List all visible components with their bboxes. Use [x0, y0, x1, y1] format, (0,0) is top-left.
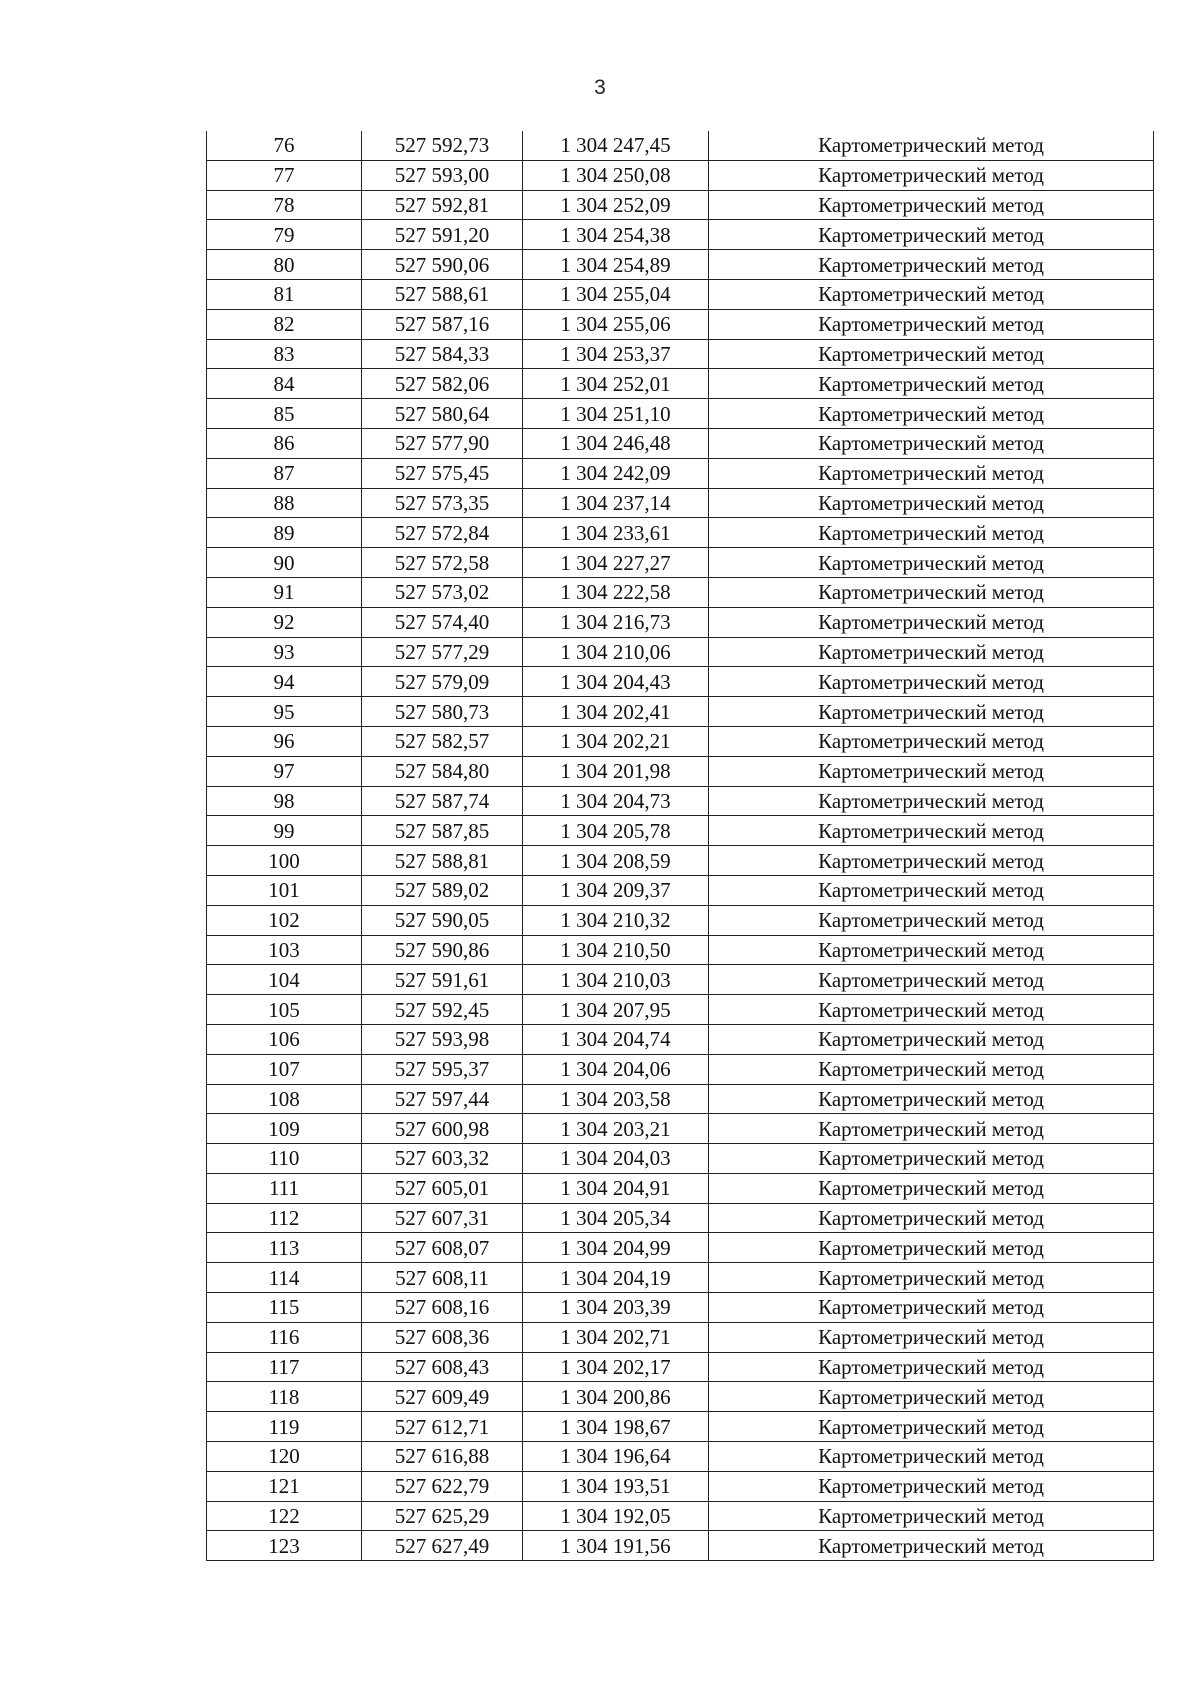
table-row: [207, 220, 1154, 250]
table-row: [207, 1024, 1154, 1054]
method-cell: Картометрический метод: [709, 607, 1154, 637]
x-coordinate-cell: 527 591,61: [362, 965, 523, 995]
y-coordinate-cell: 1 304 202,71: [523, 1322, 709, 1352]
y-coordinate-cell: 1 304 216,73: [523, 607, 709, 637]
table-row: [207, 488, 1154, 518]
point-number-cell: 116: [207, 1322, 362, 1352]
y-coordinate-cell: 1 304 253,37: [523, 339, 709, 369]
x-coordinate-cell: 527 622,79: [362, 1471, 523, 1501]
y-coordinate-cell: 1 304 252,09: [523, 190, 709, 220]
x-coordinate-cell: 527 607,31: [362, 1203, 523, 1233]
method-cell: Картометрический метод: [709, 1293, 1154, 1323]
y-coordinate-cell: 1 304 209,37: [523, 875, 709, 905]
point-number-cell: 117: [207, 1352, 362, 1382]
x-coordinate-cell: 527 608,07: [362, 1233, 523, 1263]
y-coordinate-cell: 1 304 204,99: [523, 1233, 709, 1263]
x-coordinate-cell: 527 580,64: [362, 399, 523, 429]
y-coordinate-cell: 1 304 233,61: [523, 518, 709, 548]
y-coordinate-cell: 1 304 204,43: [523, 667, 709, 697]
y-coordinate-cell: 1 304 204,19: [523, 1263, 709, 1293]
y-coordinate-cell: 1 304 247,45: [523, 131, 709, 160]
point-number-cell: 115: [207, 1293, 362, 1323]
x-coordinate-cell: 527 597,44: [362, 1084, 523, 1114]
y-coordinate-cell: 1 304 202,21: [523, 726, 709, 756]
x-coordinate-cell: 527 627,49: [362, 1531, 523, 1561]
table-row: [207, 1322, 1154, 1352]
y-coordinate-cell: 1 304 205,34: [523, 1203, 709, 1233]
table-row: [207, 131, 1154, 160]
point-number-cell: 82: [207, 309, 362, 339]
method-cell: Картометрический метод: [709, 339, 1154, 369]
table-row: [207, 309, 1154, 339]
y-coordinate-cell: 1 304 208,59: [523, 846, 709, 876]
table-row: [207, 607, 1154, 637]
y-coordinate-cell: 1 304 254,89: [523, 250, 709, 280]
method-cell: Картометрический метод: [709, 577, 1154, 607]
table-row: [207, 548, 1154, 578]
coordinates-table-body: [207, 131, 1154, 1561]
x-coordinate-cell: 527 572,84: [362, 518, 523, 548]
y-coordinate-cell: 1 304 204,91: [523, 1173, 709, 1203]
table-row: [207, 399, 1154, 429]
point-number-cell: 112: [207, 1203, 362, 1233]
method-cell: Картометрический метод: [709, 309, 1154, 339]
y-coordinate-cell: 1 304 200,86: [523, 1382, 709, 1412]
point-number-cell: 121: [207, 1471, 362, 1501]
point-number-cell: 109: [207, 1114, 362, 1144]
table-row: [207, 726, 1154, 756]
x-coordinate-cell: 527 592,81: [362, 190, 523, 220]
x-coordinate-cell: 527 587,85: [362, 816, 523, 846]
point-number-cell: 92: [207, 607, 362, 637]
point-number-cell: 102: [207, 905, 362, 935]
point-number-cell: 118: [207, 1382, 362, 1412]
method-cell: Картометрический метод: [709, 637, 1154, 667]
y-coordinate-cell: 1 304 205,78: [523, 816, 709, 846]
y-coordinate-cell: 1 304 202,41: [523, 697, 709, 727]
method-cell: Картометрический метод: [709, 1024, 1154, 1054]
table-row: [207, 846, 1154, 876]
y-coordinate-cell: 1 304 255,04: [523, 279, 709, 309]
point-number-cell: 80: [207, 250, 362, 280]
y-coordinate-cell: 1 304 255,06: [523, 309, 709, 339]
table-row: [207, 697, 1154, 727]
x-coordinate-cell: 527 573,35: [362, 488, 523, 518]
table-row: [207, 786, 1154, 816]
y-coordinate-cell: 1 304 210,50: [523, 935, 709, 965]
y-coordinate-cell: 1 304 210,03: [523, 965, 709, 995]
method-cell: Картометрический метод: [709, 1203, 1154, 1233]
x-coordinate-cell: 527 600,98: [362, 1114, 523, 1144]
point-number-cell: 87: [207, 458, 362, 488]
point-number-cell: 119: [207, 1412, 362, 1442]
method-cell: Картометрический метод: [709, 846, 1154, 876]
x-coordinate-cell: 527 574,40: [362, 607, 523, 637]
method-cell: Картометрический метод: [709, 1084, 1154, 1114]
method-cell: Картометрический метод: [709, 369, 1154, 399]
point-number-cell: 78: [207, 190, 362, 220]
x-coordinate-cell: 527 608,36: [362, 1322, 523, 1352]
y-coordinate-cell: 1 304 204,03: [523, 1144, 709, 1174]
point-number-cell: 122: [207, 1501, 362, 1531]
table-row: [207, 637, 1154, 667]
x-coordinate-cell: 527 608,16: [362, 1293, 523, 1323]
x-coordinate-cell: 527 584,80: [362, 756, 523, 786]
point-number-cell: 111: [207, 1173, 362, 1203]
table-row: [207, 428, 1154, 458]
y-coordinate-cell: 1 304 254,38: [523, 220, 709, 250]
table-row: [207, 1293, 1154, 1323]
point-number-cell: 113: [207, 1233, 362, 1263]
method-cell: Картометрический метод: [709, 279, 1154, 309]
table-row: [207, 1054, 1154, 1084]
y-coordinate-cell: 1 304 252,01: [523, 369, 709, 399]
x-coordinate-cell: 527 587,74: [362, 786, 523, 816]
y-coordinate-cell: 1 304 227,27: [523, 548, 709, 578]
x-coordinate-cell: 527 580,73: [362, 697, 523, 727]
method-cell: Картометрический метод: [709, 1471, 1154, 1501]
point-number-cell: 96: [207, 726, 362, 756]
table-row: [207, 1501, 1154, 1531]
table-row: [207, 1203, 1154, 1233]
x-coordinate-cell: 527 573,02: [362, 577, 523, 607]
x-coordinate-cell: 527 588,81: [362, 846, 523, 876]
point-number-cell: 81: [207, 279, 362, 309]
table-row: [207, 1084, 1154, 1114]
method-cell: Картометрический метод: [709, 697, 1154, 727]
table-row: [207, 1263, 1154, 1293]
table-row: [207, 1144, 1154, 1174]
method-cell: Картометрический метод: [709, 1412, 1154, 1442]
point-number-cell: 103: [207, 935, 362, 965]
table-row: [207, 816, 1154, 846]
y-coordinate-cell: 1 304 222,58: [523, 577, 709, 607]
x-coordinate-cell: 527 593,00: [362, 160, 523, 190]
method-cell: Картометрический метод: [709, 1382, 1154, 1412]
x-coordinate-cell: 527 592,73: [362, 131, 523, 160]
point-number-cell: 123: [207, 1531, 362, 1561]
point-number-cell: 77: [207, 160, 362, 190]
y-coordinate-cell: 1 304 203,21: [523, 1114, 709, 1144]
table-row: [207, 995, 1154, 1025]
method-cell: Картометрический метод: [709, 518, 1154, 548]
point-number-cell: 108: [207, 1084, 362, 1114]
method-cell: Картометрический метод: [709, 1173, 1154, 1203]
method-cell: Картометрический метод: [709, 1501, 1154, 1531]
table-row: [207, 1531, 1154, 1561]
table-row: [207, 160, 1154, 190]
point-number-cell: 83: [207, 339, 362, 369]
point-number-cell: 93: [207, 637, 362, 667]
point-number-cell: 107: [207, 1054, 362, 1084]
y-coordinate-cell: 1 304 191,56: [523, 1531, 709, 1561]
method-cell: Картометрический метод: [709, 458, 1154, 488]
table-row: [207, 667, 1154, 697]
table-row: [207, 279, 1154, 309]
table-row: [207, 1173, 1154, 1203]
point-number-cell: 100: [207, 846, 362, 876]
coordinates-table: [206, 131, 1154, 1561]
method-cell: Картометрический метод: [709, 1442, 1154, 1472]
table-row: [207, 369, 1154, 399]
method-cell: Картометрический метод: [709, 1144, 1154, 1174]
method-cell: Картометрический метод: [709, 488, 1154, 518]
table-row: [207, 339, 1154, 369]
y-coordinate-cell: 1 304 203,58: [523, 1084, 709, 1114]
method-cell: Картометрический метод: [709, 1531, 1154, 1561]
method-cell: Картометрический метод: [709, 965, 1154, 995]
table-row: [207, 458, 1154, 488]
point-number-cell: 95: [207, 697, 362, 727]
x-coordinate-cell: 527 582,06: [362, 369, 523, 399]
method-cell: Картометрический метод: [709, 160, 1154, 190]
method-cell: Картометрический метод: [709, 399, 1154, 429]
x-coordinate-cell: 527 608,11: [362, 1263, 523, 1293]
y-coordinate-cell: 1 304 193,51: [523, 1471, 709, 1501]
method-cell: Картометрический метод: [709, 786, 1154, 816]
y-coordinate-cell: 1 304 203,39: [523, 1293, 709, 1323]
table-row: [207, 1442, 1154, 1472]
method-cell: Картометрический метод: [709, 220, 1154, 250]
x-coordinate-cell: 527 595,37: [362, 1054, 523, 1084]
y-coordinate-cell: 1 304 204,74: [523, 1024, 709, 1054]
x-coordinate-cell: 527 608,43: [362, 1352, 523, 1382]
point-number-cell: 99: [207, 816, 362, 846]
method-cell: Картометрический метод: [709, 905, 1154, 935]
point-number-cell: 110: [207, 1144, 362, 1174]
point-number-cell: 106: [207, 1024, 362, 1054]
method-cell: Картометрический метод: [709, 935, 1154, 965]
method-cell: Картометрический метод: [709, 1114, 1154, 1144]
table-row: [207, 935, 1154, 965]
table-row: [207, 905, 1154, 935]
y-coordinate-cell: 1 304 204,73: [523, 786, 709, 816]
point-number-cell: 76: [207, 131, 362, 160]
x-coordinate-cell: 527 625,29: [362, 1501, 523, 1531]
point-number-cell: 88: [207, 488, 362, 518]
x-coordinate-cell: 527 572,58: [362, 548, 523, 578]
x-coordinate-cell: 527 584,33: [362, 339, 523, 369]
point-number-cell: 98: [207, 786, 362, 816]
x-coordinate-cell: 527 577,90: [362, 428, 523, 458]
y-coordinate-cell: 1 304 251,10: [523, 399, 709, 429]
point-number-cell: 104: [207, 965, 362, 995]
y-coordinate-cell: 1 304 242,09: [523, 458, 709, 488]
x-coordinate-cell: 527 590,06: [362, 250, 523, 280]
method-cell: Картометрический метод: [709, 756, 1154, 786]
x-coordinate-cell: 527 612,71: [362, 1412, 523, 1442]
y-coordinate-cell: 1 304 204,06: [523, 1054, 709, 1084]
y-coordinate-cell: 1 304 207,95: [523, 995, 709, 1025]
x-coordinate-cell: 527 590,05: [362, 905, 523, 935]
x-coordinate-cell: 527 605,01: [362, 1173, 523, 1203]
x-coordinate-cell: 527 579,09: [362, 667, 523, 697]
y-coordinate-cell: 1 304 250,08: [523, 160, 709, 190]
x-coordinate-cell: 527 591,20: [362, 220, 523, 250]
point-number-cell: 84: [207, 369, 362, 399]
x-coordinate-cell: 527 616,88: [362, 1442, 523, 1472]
y-coordinate-cell: 1 304 210,06: [523, 637, 709, 667]
table-row: [207, 190, 1154, 220]
y-coordinate-cell: 1 304 192,05: [523, 1501, 709, 1531]
point-number-cell: 86: [207, 428, 362, 458]
table-row: [207, 1114, 1154, 1144]
table-row: [207, 756, 1154, 786]
y-coordinate-cell: 1 304 201,98: [523, 756, 709, 786]
method-cell: Картометрический метод: [709, 548, 1154, 578]
page-number: 3: [594, 76, 606, 99]
y-coordinate-cell: 1 304 237,14: [523, 488, 709, 518]
point-number-cell: 114: [207, 1263, 362, 1293]
method-cell: Картометрический метод: [709, 1352, 1154, 1382]
y-coordinate-cell: 1 304 196,64: [523, 1442, 709, 1472]
table-row: [207, 250, 1154, 280]
method-cell: Картометрический метод: [709, 875, 1154, 905]
table-row: [207, 965, 1154, 995]
point-number-cell: 94: [207, 667, 362, 697]
y-coordinate-cell: 1 304 246,48: [523, 428, 709, 458]
method-cell: Картометрический метод: [709, 726, 1154, 756]
point-number-cell: 105: [207, 995, 362, 1025]
x-coordinate-cell: 527 575,45: [362, 458, 523, 488]
x-coordinate-cell: 527 593,98: [362, 1024, 523, 1054]
x-coordinate-cell: 527 590,86: [362, 935, 523, 965]
x-coordinate-cell: 527 587,16: [362, 309, 523, 339]
table-row: [207, 1412, 1154, 1442]
x-coordinate-cell: 527 589,02: [362, 875, 523, 905]
point-number-cell: 90: [207, 548, 362, 578]
point-number-cell: 101: [207, 875, 362, 905]
y-coordinate-cell: 1 304 210,32: [523, 905, 709, 935]
table-row: [207, 1382, 1154, 1412]
method-cell: Картометрический метод: [709, 190, 1154, 220]
table-row: [207, 1471, 1154, 1501]
table-row: [207, 1233, 1154, 1263]
method-cell: Картометрический метод: [709, 1233, 1154, 1263]
point-number-cell: 120: [207, 1442, 362, 1472]
point-number-cell: 89: [207, 518, 362, 548]
method-cell: Картометрический метод: [709, 816, 1154, 846]
table-row: [207, 518, 1154, 548]
method-cell: Картометрический метод: [709, 1054, 1154, 1084]
y-coordinate-cell: 1 304 202,17: [523, 1352, 709, 1382]
method-cell: Картометрический метод: [709, 428, 1154, 458]
method-cell: Картометрический метод: [709, 1263, 1154, 1293]
method-cell: Картометрический метод: [709, 995, 1154, 1025]
x-coordinate-cell: 527 609,49: [362, 1382, 523, 1412]
table-row: [207, 1352, 1154, 1382]
method-cell: Картометрический метод: [709, 131, 1154, 160]
method-cell: Картометрический метод: [709, 250, 1154, 280]
x-coordinate-cell: 527 582,57: [362, 726, 523, 756]
x-coordinate-cell: 527 577,29: [362, 637, 523, 667]
x-coordinate-cell: 527 603,32: [362, 1144, 523, 1174]
point-number-cell: 91: [207, 577, 362, 607]
point-number-cell: 97: [207, 756, 362, 786]
y-coordinate-cell: 1 304 198,67: [523, 1412, 709, 1442]
method-cell: Картометрический метод: [709, 667, 1154, 697]
x-coordinate-cell: 527 592,45: [362, 995, 523, 1025]
table-row: [207, 577, 1154, 607]
table-row: [207, 875, 1154, 905]
point-number-cell: 85: [207, 399, 362, 429]
method-cell: Картометрический метод: [709, 1322, 1154, 1352]
point-number-cell: 79: [207, 220, 362, 250]
x-coordinate-cell: 527 588,61: [362, 279, 523, 309]
